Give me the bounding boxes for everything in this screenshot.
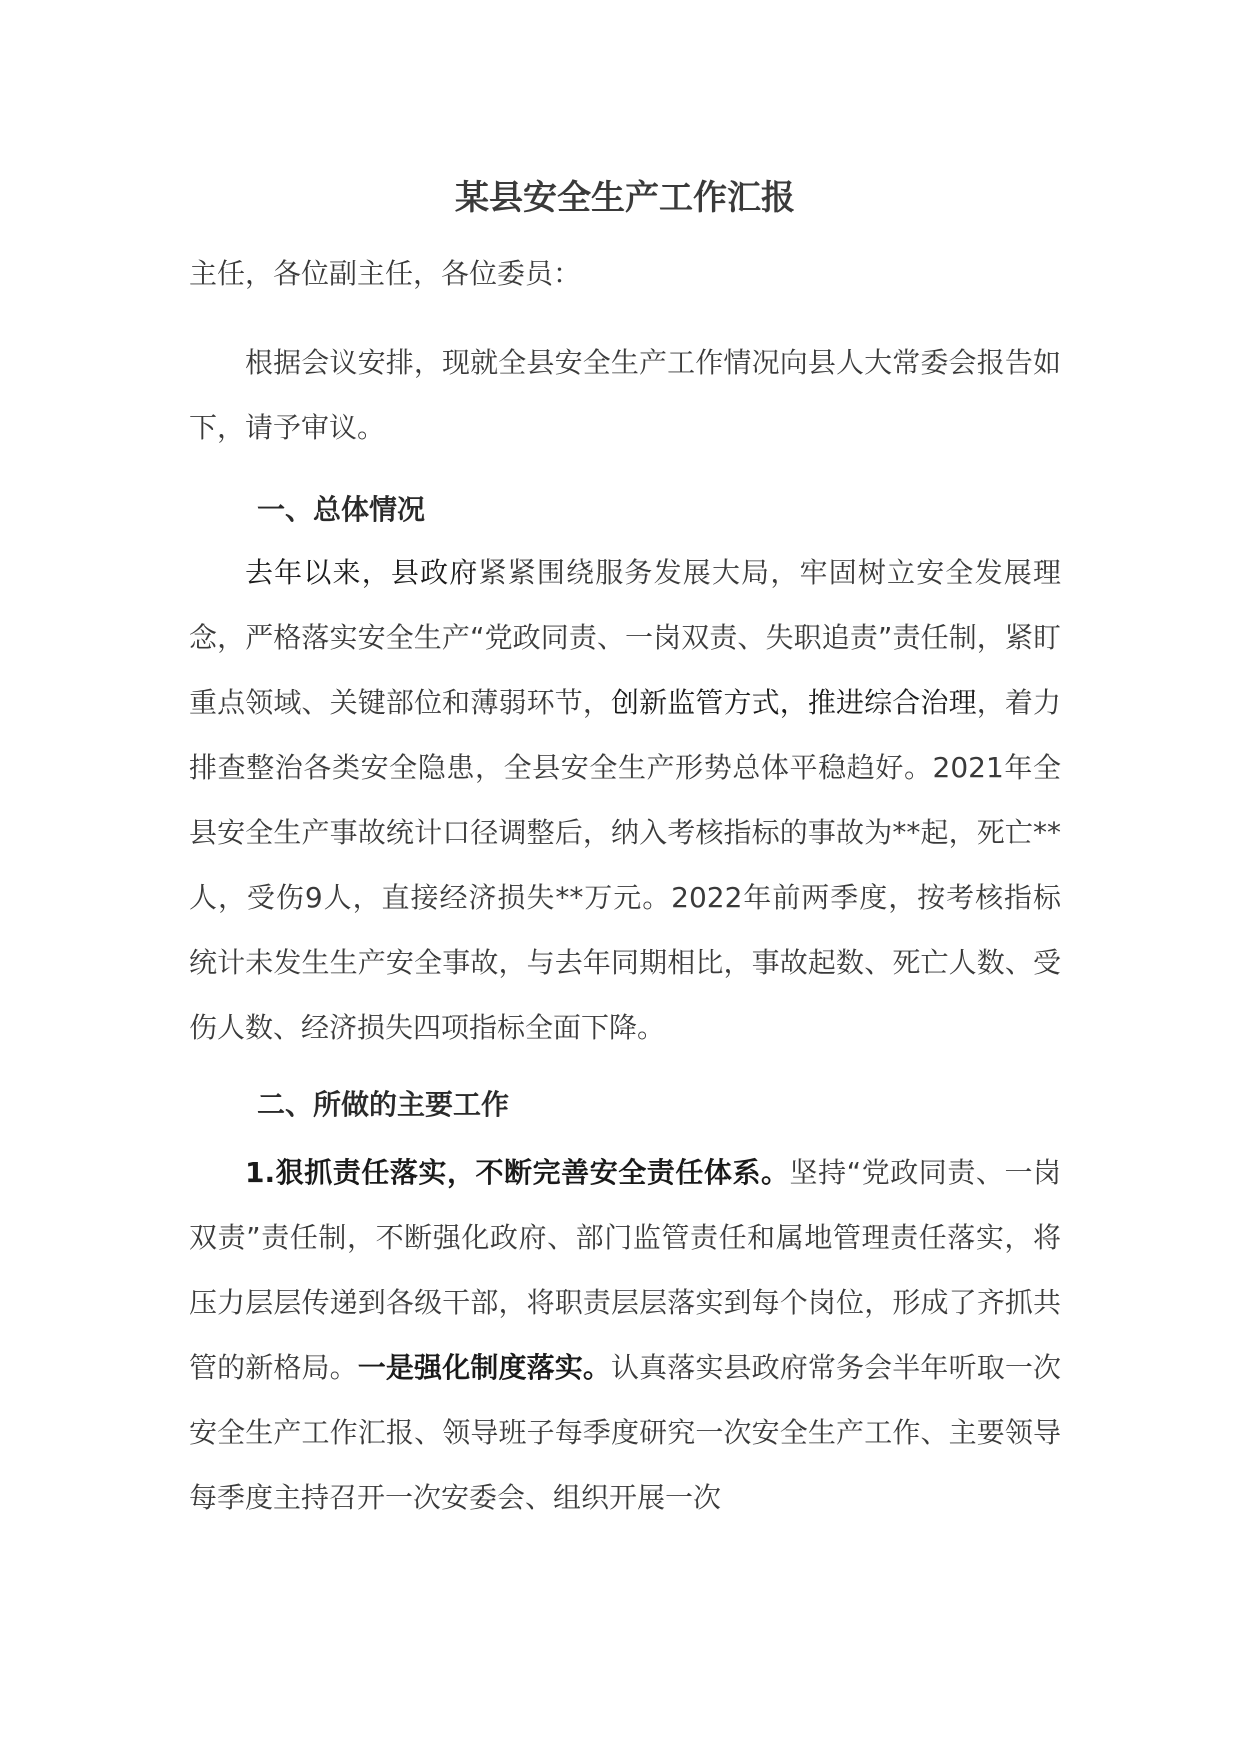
intro-paragraph: 根据会议安排，现就全县安全生产工作情况向县人大常委会报告如下，请予审议。: [189, 346, 1061, 444]
work-item-1-text-b: 认真落实县政府常务会半年听取一次安全生产工作汇报、领导班子每季度研究一次安全生产工作、主要领导每季度主持召开一次安委会、组织开展一次: [189, 1351, 1061, 1514]
overview-lead: 去年以来，县政府: [245, 556, 479, 589]
salutation: 主任，各位副主任，各位委员：: [189, 257, 582, 290]
overview-text-b: ，着力排查整治各类安全隐患，全县安全生产形势总体平稳趋好。2021年全县安全生产事故统计口径调整后，纳入考核指标的事故为**起，死亡**人，受伤9人，直接经济损失**万元。2022年前两季度，按考核指标统计未发生生产安全事故，与去年同期相比，事故起数、死亡人数、受伤人数、经济损失四项指标全面下降。: [189, 686, 1061, 1044]
overview-paragraph: [189, 540, 1061, 1060]
overview-highlight: 创新监管方式，推进综合治理: [610, 686, 977, 719]
work-item-1-text-a: 坚持“党政同责、一岗双责”责任制，不断强化政府、部门监管责任和属地管理责任落实，将压力层层传递到各级干部，将职责层层落实到每个岗位，形成了齐抓共管的新格局。: [189, 1156, 1061, 1384]
work-item-1-subtitle: 一是强化制度落实。: [357, 1351, 611, 1384]
document-title: 某县安全生产工作汇报: [455, 178, 795, 218]
document-body: [189, 172, 1061, 1530]
work-item-1-title: 1.狠抓责任落实，不断完善安全责任体系。: [245, 1156, 790, 1189]
overview-text-a: 紧紧围绕服务发展大局，牢固树立安全发展理念，严格落实安全生产“党政同责、一岗双责、失职追责”责任制，紧盯重点领域、关键部位和薄弱环节，: [189, 556, 1061, 719]
section-heading-main-work: 二、所做的主要工作: [257, 1088, 510, 1121]
work-item-1-paragraph: [189, 1140, 1061, 1530]
section-heading-overview: 一、总体情况: [257, 493, 426, 526]
